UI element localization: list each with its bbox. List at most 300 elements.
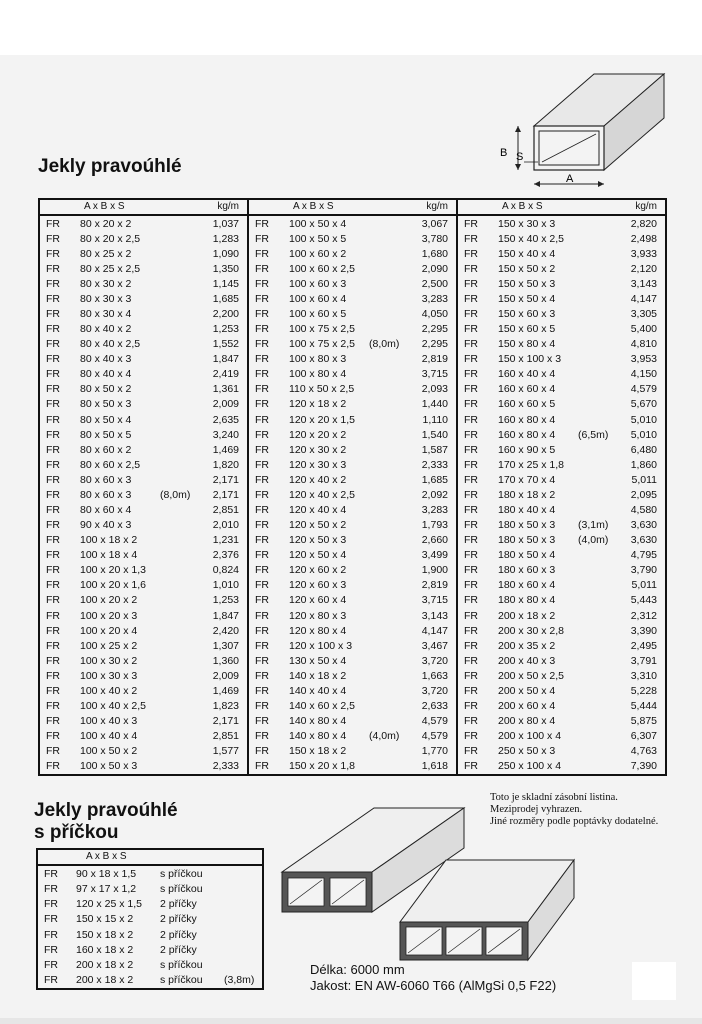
profile-code: FR <box>255 549 269 562</box>
spec-length: Délka: 6000 mm <box>310 962 405 977</box>
bottom-strip <box>0 1018 702 1024</box>
profile-weight: 5,010 <box>630 413 657 426</box>
profile-code: FR <box>255 609 269 622</box>
profile-dimensions: 80 x 60 x 3 <box>80 488 132 501</box>
profile-code: FR <box>255 488 269 501</box>
profile-dimensions: 250 x 50 x 3 <box>498 745 556 758</box>
table-row <box>249 699 456 714</box>
profile-code: FR <box>46 624 60 637</box>
table-row <box>249 653 456 668</box>
profile-weight: 0,824 <box>212 564 239 577</box>
profile-dimensions: 80 x 60 x 2 <box>80 443 132 456</box>
profile-code: FR <box>464 669 478 682</box>
stock-notes <box>490 792 658 828</box>
profile-dimensions: 120 x 50 x 2 <box>289 519 347 532</box>
profile-code: FR <box>255 624 269 637</box>
profile-code: FR <box>255 684 269 697</box>
profile-weight: 1,552 <box>212 338 239 351</box>
table-row <box>249 261 456 276</box>
table-row <box>249 367 456 382</box>
profile-dimensions: 80 x 25 x 2 <box>80 247 132 260</box>
profile-code: FR <box>464 338 478 351</box>
profile-code: FR <box>464 247 478 260</box>
profile-code: FR <box>464 639 478 652</box>
table-row <box>458 548 665 563</box>
profile-length-note: (6,5m) <box>578 428 609 441</box>
profile-dimensions: 90 x 40 x 3 <box>80 519 132 532</box>
profile-code: FR <box>46 428 60 441</box>
top-white-band <box>0 0 702 55</box>
profile-code: FR <box>255 398 269 411</box>
profile-weight: 2,819 <box>421 353 448 366</box>
profile-weight: 4,147 <box>421 624 448 637</box>
partition-table-header <box>38 850 262 866</box>
table-row <box>249 487 456 502</box>
profile-dimensions: 200 x 18 x 2 <box>498 609 556 622</box>
profile-dimensions: 150 x 40 x 4 <box>498 247 556 260</box>
profile-dimensions: 200 x 50 x 2,5 <box>498 669 564 682</box>
profile-dimensions: 150 x 80 x 4 <box>498 338 556 351</box>
profile-code: FR <box>464 308 478 320</box>
profile-code: FR <box>46 398 60 411</box>
profile-dimensions: 160 x 80 x 4 <box>498 428 556 441</box>
profile-code: FR <box>255 745 269 758</box>
profile-code: FR <box>464 368 478 381</box>
profile-code: FR <box>46 730 60 743</box>
profile-weight: 1,847 <box>212 609 239 622</box>
table-row <box>458 382 665 397</box>
table-row <box>249 548 456 563</box>
profile-dimensions: 180 x 18 x 2 <box>498 488 556 501</box>
table-row <box>458 699 665 714</box>
profile-code: FR <box>464 684 478 697</box>
profile-code: FR <box>464 579 478 592</box>
table-row <box>458 261 665 276</box>
profile-code: FR <box>464 519 478 532</box>
profile-code: FR <box>46 277 60 290</box>
profile-weight: 1,823 <box>212 700 239 713</box>
partition-type: 2 příčky <box>160 928 197 941</box>
profile-code: FR <box>255 232 269 245</box>
profile-weight: 1,231 <box>212 534 239 547</box>
profile-weight: 2,376 <box>212 549 239 562</box>
profile-code: FR <box>464 504 478 517</box>
table-row <box>40 563 247 578</box>
partition-type: 2 příčky <box>160 913 197 926</box>
profile-code: FR <box>464 564 478 577</box>
profile-dimensions: 120 x 40 x 2,5 <box>289 488 355 501</box>
profile-code: FR <box>46 217 60 230</box>
profile-weight: 4,579 <box>421 715 448 728</box>
profile-code: FR <box>255 443 269 456</box>
profile-weight: 2,171 <box>212 488 239 501</box>
profile-weight: 2,820 <box>630 217 657 230</box>
profile-weight: 1,820 <box>212 458 239 471</box>
profile-dimensions: 160 x 90 x 5 <box>498 443 556 456</box>
profile-code: FR <box>46 715 60 728</box>
table-row <box>458 397 665 412</box>
profile-weight: 3,305 <box>630 308 657 320</box>
table-row <box>458 563 665 578</box>
profile-dimensions: 80 x 30 x 3 <box>80 292 132 305</box>
profile-code: FR <box>255 292 269 305</box>
profile-dimensions: 180 x 60 x 4 <box>498 579 556 592</box>
profile-code: FR <box>464 277 478 290</box>
profile-weight: 1,540 <box>421 428 448 441</box>
profile-weight: 3,067 <box>421 217 448 230</box>
profile-weight: 2,851 <box>212 504 239 517</box>
table-column <box>247 200 456 774</box>
profile-dimensions: 97 x 17 x 1,2 <box>76 882 137 895</box>
profile-code: FR <box>255 308 269 320</box>
profile-dimensions: 160 x 18 x 2 <box>76 943 134 956</box>
table-row <box>40 442 247 457</box>
profile-weight: 2,419 <box>212 368 239 381</box>
profile-dimensions: 150 x 50 x 2 <box>498 262 556 275</box>
profile-dimensions: 180 x 50 x 3 <box>498 519 556 532</box>
profile-weight: 1,770 <box>421 745 448 758</box>
profile-dimensions: 150 x 18 x 2 <box>76 928 134 941</box>
profile-dimensions: 180 x 50 x 4 <box>498 549 556 562</box>
header-unit: kg/m <box>426 201 448 212</box>
profile-dimensions: 100 x 60 x 2 <box>289 247 347 260</box>
profile-code: FR <box>44 974 58 987</box>
profile-dimensions: 80 x 50 x 5 <box>80 428 132 441</box>
section-title-line1: Jekly pravoúhlé <box>34 800 178 821</box>
profile-dimensions: 90 x 18 x 1,5 <box>76 867 137 880</box>
table-row <box>40 382 247 397</box>
profile-dimensions: 140 x 40 x 4 <box>289 684 347 697</box>
profile-dimensions: 180 x 60 x 3 <box>498 564 556 577</box>
profile-length-note: (8,0m) <box>160 488 191 501</box>
table-row <box>249 246 456 261</box>
profile-weight: 3,143 <box>421 609 448 622</box>
profile-weight: 5,443 <box>630 594 657 607</box>
profile-dimensions: 140 x 80 x 4 <box>289 715 347 728</box>
partition-type: s příčkou <box>160 974 203 987</box>
table-row <box>458 216 665 231</box>
table-row <box>458 653 665 668</box>
profile-code: FR <box>46 338 60 351</box>
profile-weight: 1,860 <box>630 458 657 471</box>
profile-dimensions: 100 x 18 x 4 <box>80 549 138 562</box>
table-row <box>458 578 665 593</box>
profile-dimensions: 80 x 40 x 3 <box>80 353 132 366</box>
profile-dimensions: 200 x 35 x 2 <box>498 639 556 652</box>
table-row <box>458 246 665 261</box>
profile-code: FR <box>255 428 269 441</box>
profile-weight: 4,147 <box>630 292 657 305</box>
profile-dimensions: 100 x 30 x 3 <box>80 669 138 682</box>
profile-code: FR <box>46 669 60 682</box>
table-row <box>249 412 456 427</box>
partition-type: 2 příčky <box>160 898 197 911</box>
profile-code: FR <box>255 504 269 517</box>
profile-weight: 5,670 <box>630 398 657 411</box>
table-row <box>249 457 456 472</box>
table-row <box>40 306 247 321</box>
table-row <box>40 714 247 729</box>
profile-code: FR <box>464 292 478 305</box>
profile-code: FR <box>46 292 60 305</box>
table-row <box>458 306 665 321</box>
profile-weight: 2,200 <box>212 308 239 320</box>
profile-code: FR <box>255 594 269 607</box>
profile-weight: 2,171 <box>212 473 239 486</box>
table-row <box>458 608 665 623</box>
table-row <box>40 578 247 593</box>
profile-dimensions: 120 x 20 x 1,5 <box>289 413 355 426</box>
profile-dimensions: 100 x 50 x 4 <box>289 217 347 230</box>
profile-weight: 3,780 <box>421 232 448 245</box>
profile-weight: 1,900 <box>421 564 448 577</box>
profile-dimensions: 100 x 20 x 3 <box>80 609 138 622</box>
table-row <box>249 668 456 683</box>
profile-weight: 1,350 <box>212 262 239 275</box>
profile-code: FR <box>46 745 60 758</box>
profile-code: FR <box>46 353 60 366</box>
profile-weight: 2,633 <box>421 700 448 713</box>
profile-weight: 1,307 <box>212 639 239 652</box>
table-row <box>40 337 247 352</box>
profile-dimensions: 160 x 60 x 5 <box>498 398 556 411</box>
profile-weight: 3,720 <box>421 654 448 667</box>
table-row <box>249 759 456 774</box>
profile-dimensions: 170 x 70 x 4 <box>498 473 556 486</box>
profile-code: FR <box>44 867 58 880</box>
profile-code: FR <box>46 232 60 245</box>
profile-dimensions: 80 x 40 x 2,5 <box>80 338 141 351</box>
profile-dimensions: 150 x 60 x 3 <box>498 308 556 320</box>
profile-dimensions: 120 x 60 x 3 <box>289 579 347 592</box>
section-title-line2: s příčkou <box>34 822 119 843</box>
table-row <box>249 578 456 593</box>
profile-dimensions: 80 x 50 x 4 <box>80 413 132 426</box>
profile-weight: 1,360 <box>212 654 239 667</box>
profile-weight: 2,851 <box>212 730 239 743</box>
profile-dimensions: 200 x 50 x 4 <box>498 684 556 697</box>
profile-code: FR <box>464 624 478 637</box>
partition-type: s příčkou <box>160 959 203 972</box>
table-row <box>249 427 456 442</box>
profile-code: FR <box>46 549 60 562</box>
profile-weight: 2,420 <box>212 624 239 637</box>
profile-dimensions: 250 x 100 x 4 <box>498 760 562 773</box>
table-row <box>40 367 247 382</box>
profile-code: FR <box>464 609 478 622</box>
main-table <box>38 198 667 776</box>
profile-code: FR <box>255 353 269 366</box>
profile-weight: 1,361 <box>212 383 239 396</box>
profile-weight: 2,295 <box>421 338 448 351</box>
profile-code: FR <box>255 639 269 652</box>
profile-code: FR <box>255 217 269 230</box>
table-row <box>458 457 665 472</box>
profile-code: FR <box>464 760 478 773</box>
profile-weight: 4,580 <box>630 504 657 517</box>
profile-code: FR <box>255 458 269 471</box>
table-row <box>458 427 665 442</box>
table-row <box>458 593 665 608</box>
table-row <box>249 231 456 246</box>
profile-code: FR <box>46 519 60 532</box>
table-row <box>40 291 247 306</box>
profile-dimensions: 150 x 50 x 4 <box>498 292 556 305</box>
table-row <box>40 246 247 261</box>
profile-weight: 2,660 <box>421 534 448 547</box>
profile-weight: 2,009 <box>212 669 239 682</box>
table-row <box>458 322 665 337</box>
profile-weight: 1,110 <box>422 413 448 426</box>
profile-length-note: (4,0m) <box>578 534 609 547</box>
profile-dimensions: 100 x 80 x 3 <box>289 353 347 366</box>
profile-code: FR <box>464 594 478 607</box>
profile-code: FR <box>464 383 478 396</box>
profile-dimensions: 100 x 25 x 2 <box>80 639 138 652</box>
profile-weight: 3,283 <box>421 504 448 517</box>
profile-dimensions: 200 x 18 x 2 <box>76 974 134 987</box>
page-title: Jekly pravoúhlé <box>38 156 182 177</box>
table-row <box>458 337 665 352</box>
profile-weight: 3,790 <box>630 564 657 577</box>
profile-weight: 2,635 <box>212 413 239 426</box>
profile-code: FR <box>44 898 58 911</box>
profile-code: FR <box>464 428 478 441</box>
profile-weight: 5,228 <box>630 684 657 697</box>
profile-weight: 1,253 <box>212 323 239 336</box>
profile-dimensions: 80 x 40 x 4 <box>80 368 132 381</box>
profile-weight: 4,579 <box>630 383 657 396</box>
profile-code: FR <box>464 700 478 713</box>
profile-code: FR <box>46 473 60 486</box>
profile-code: FR <box>46 654 60 667</box>
partition-type: s příčkou <box>160 867 203 880</box>
profile-code: FR <box>255 700 269 713</box>
profile-weight: 3,283 <box>421 292 448 305</box>
profile-code: FR <box>255 323 269 336</box>
profile-weight: 3,390 <box>630 624 657 637</box>
table-row <box>40 699 247 714</box>
profile-code: FR <box>44 913 58 926</box>
profile-code: FR <box>255 473 269 486</box>
profile-weight: 2,092 <box>421 488 448 501</box>
profile-dimensions: 80 x 40 x 2 <box>80 323 132 336</box>
table-row <box>40 427 247 442</box>
profile-weight: 2,095 <box>630 488 657 501</box>
profile-code: FR <box>46 262 60 275</box>
profile-dimensions: 100 x 40 x 4 <box>80 730 138 743</box>
profile-dimensions: 200 x 80 x 4 <box>498 715 556 728</box>
table-row <box>458 367 665 382</box>
profile-code: FR <box>464 217 478 230</box>
profile-code: FR <box>44 928 58 941</box>
table-row <box>38 881 262 896</box>
profile-dimensions: 100 x 60 x 5 <box>289 308 347 320</box>
table-column <box>40 200 247 774</box>
profile-code: FR <box>464 654 478 667</box>
profile-weight: 3,933 <box>630 247 657 260</box>
column-header <box>249 200 456 216</box>
profile-dimensions: 100 x 60 x 4 <box>289 292 347 305</box>
table-row <box>40 608 247 623</box>
profile-weight: 4,050 <box>421 308 448 320</box>
profile-weight: 3,240 <box>212 428 239 441</box>
profile-weight: 1,793 <box>421 519 448 532</box>
profile-dimensions: 80 x 30 x 2 <box>80 277 132 290</box>
table-row <box>40 668 247 683</box>
table-row <box>40 729 247 744</box>
profile-dimensions: 80 x 25 x 2,5 <box>80 262 141 275</box>
table-row <box>38 942 262 957</box>
profile-code: FR <box>44 959 58 972</box>
profile-weight: 3,630 <box>630 534 657 547</box>
table-row <box>249 533 456 548</box>
profile-dimensions: 120 x 20 x 2 <box>289 428 347 441</box>
diagram-label-b: B <box>500 147 508 159</box>
profile-weight: 5,875 <box>630 715 657 728</box>
profile-code: FR <box>464 745 478 758</box>
profile-weight: 2,333 <box>421 458 448 471</box>
profile-weight: 3,715 <box>421 368 448 381</box>
profile-code: FR <box>255 383 269 396</box>
profile-weight: 1,283 <box>212 232 239 245</box>
profile-code: FR <box>255 277 269 290</box>
table-row <box>38 958 262 973</box>
table-row <box>458 729 665 744</box>
header-dimensions: A x B x S <box>502 201 543 212</box>
column-header <box>458 200 665 216</box>
table-row <box>38 912 262 927</box>
note-line-1: Toto je skladní zásobní listina. <box>490 792 618 803</box>
profile-code: FR <box>464 413 478 426</box>
profile-weight: 3,630 <box>630 519 657 532</box>
table-row <box>40 593 247 608</box>
spec-block <box>310 962 556 994</box>
profile-code: FR <box>46 609 60 622</box>
table-row <box>458 442 665 457</box>
profile-dimensions: 100 x 30 x 2 <box>80 654 138 667</box>
partition-type: 2 příčky <box>160 943 197 956</box>
profile-weight: 1,680 <box>421 247 448 260</box>
profile-dimensions: 150 x 50 x 3 <box>498 277 556 290</box>
table-row <box>249 683 456 698</box>
profile-code: FR <box>464 323 478 336</box>
profile-code: FR <box>46 760 60 773</box>
profile-code: FR <box>464 398 478 411</box>
profile-dimensions: 150 x 30 x 3 <box>498 217 556 230</box>
profile-weight: 2,819 <box>421 579 448 592</box>
profile-dimensions: 120 x 40 x 4 <box>289 504 347 517</box>
profile-code: FR <box>46 534 60 547</box>
table-row <box>38 866 262 881</box>
profile-dimensions: 100 x 20 x 4 <box>80 624 138 637</box>
profile-code: FR <box>46 368 60 381</box>
profile-length-note: (3,8m) <box>224 974 255 987</box>
profile-weight: 5,444 <box>630 700 657 713</box>
profile-dimensions: 200 x 30 x 2,8 <box>498 624 564 637</box>
table-row <box>249 352 456 367</box>
profile-code: FR <box>464 534 478 547</box>
profile-dimensions: 120 x 60 x 2 <box>289 564 347 577</box>
profile-weight: 1,577 <box>212 745 239 758</box>
profile-code: FR <box>255 262 269 275</box>
profile-dimensions: 100 x 20 x 1,6 <box>80 579 146 592</box>
profile-weight: 2,009 <box>212 398 239 411</box>
profile-dimensions: 120 x 25 x 1,5 <box>76 898 142 911</box>
profile-dimensions: 170 x 25 x 1,8 <box>498 458 564 471</box>
table-row <box>249 306 456 321</box>
profile-dimensions: 100 x 40 x 2 <box>80 684 138 697</box>
